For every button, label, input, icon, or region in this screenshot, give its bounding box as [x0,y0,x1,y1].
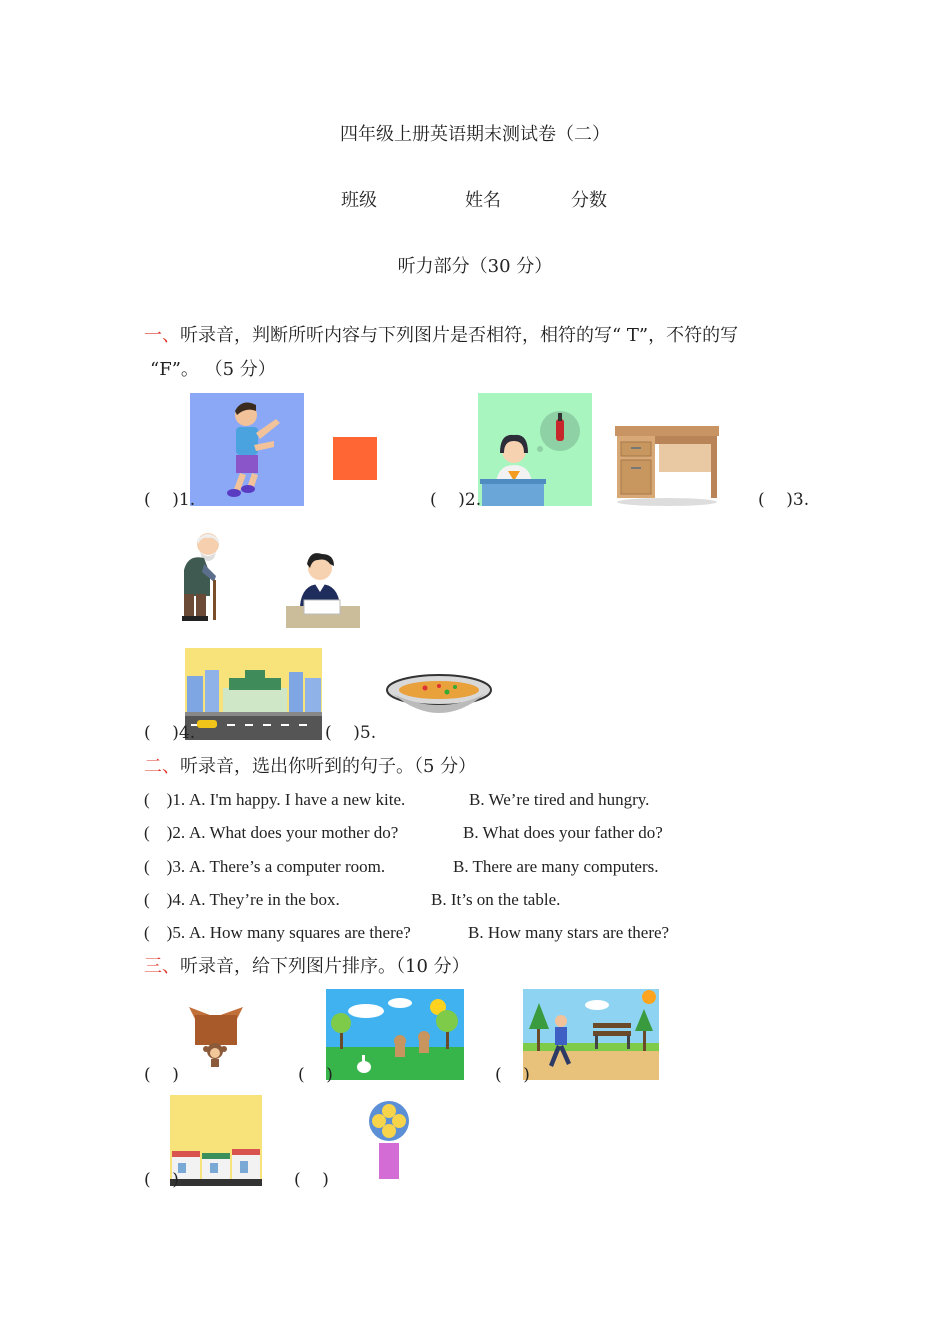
q5-option-b: B. How many stars are there? [468,923,670,942]
q3-option-b: B. There are many computers. [453,857,659,876]
q4-prefix: ( )4. [144,890,186,909]
old-man-picture [170,530,230,623]
part1-instruction [144,325,738,347]
score-label: 分数 [571,190,607,211]
part2-instruction-text: 听录音，选出你听到的句子。（5 分） [180,756,477,777]
page-title: 四年级上册英语期末测试卷（二） [340,124,610,145]
part2-instruction [144,756,476,778]
order-blank-1: ( ) [144,1065,179,1085]
item-2-label: ( )2. [430,490,482,510]
part1-marker: 一、 [144,325,180,346]
city-street-picture [185,648,322,740]
part2-marker: 二、 [144,756,180,777]
order-blank-2: ( ) [298,1065,333,1085]
orange-square [333,437,377,480]
q2-option-a: A. What does your mother do? [189,823,399,842]
q4-option-a: A. They’re in the box. [189,890,340,909]
shops-street-picture [170,1095,262,1186]
q2-option-b: B. What does your father do? [463,823,663,842]
q5-prefix: ( )5. [144,923,186,942]
q2-prefix: ( )2. [144,823,186,842]
q1-prefix: ( )1. [144,790,186,809]
q4-option-b: B. It’s on the table. [431,890,561,909]
kite-toy-picture [367,1099,411,1181]
order-blank-5: ( ) [294,1170,329,1190]
order-blank-3: ( ) [495,1065,530,1085]
soup-bowl-picture [385,672,493,718]
jumping-boy-picture [190,393,304,506]
part3-instruction [144,956,470,978]
item-3-label: ( )3. [758,490,810,510]
q3-prefix: ( )3. [144,857,186,876]
teacher-picture [478,393,592,506]
section-title: 听力部分（30 分） [397,256,553,277]
man-park-picture [523,989,659,1080]
part3-instruction-text: 听录音，给下列图片排序。（10 分） [180,956,470,977]
class-label: 班级 [341,190,377,211]
part3-marker: 三、 [144,956,180,977]
item-4-label: ( )4. [144,723,196,743]
q3-option-a: A. There’s a computer room. [189,857,386,876]
item-1-label: ( )1. [144,490,196,510]
part1-instruction-line2: “F”。 （5 分） [150,359,276,380]
q5-option-a: A. How many squares are there? [189,923,411,942]
item-5-label: ( )5. [325,723,377,743]
desk-picture [611,420,723,508]
q1-option-b: B. We’re tired and hungry. [469,790,650,809]
q1-option-a: A. I'm happy. I have a new kite. [189,790,406,809]
part1-instruction-text: 听录音，判断所听内容与下列图片是否相符，相符的写“ T”，不符的写 [180,325,739,346]
order-blank-4: ( ) [144,1170,179,1190]
animals-park-picture [326,989,464,1080]
name-label: 姓名 [465,190,501,211]
student-writing-picture [286,550,360,628]
monkey-box-picture [185,1003,247,1067]
